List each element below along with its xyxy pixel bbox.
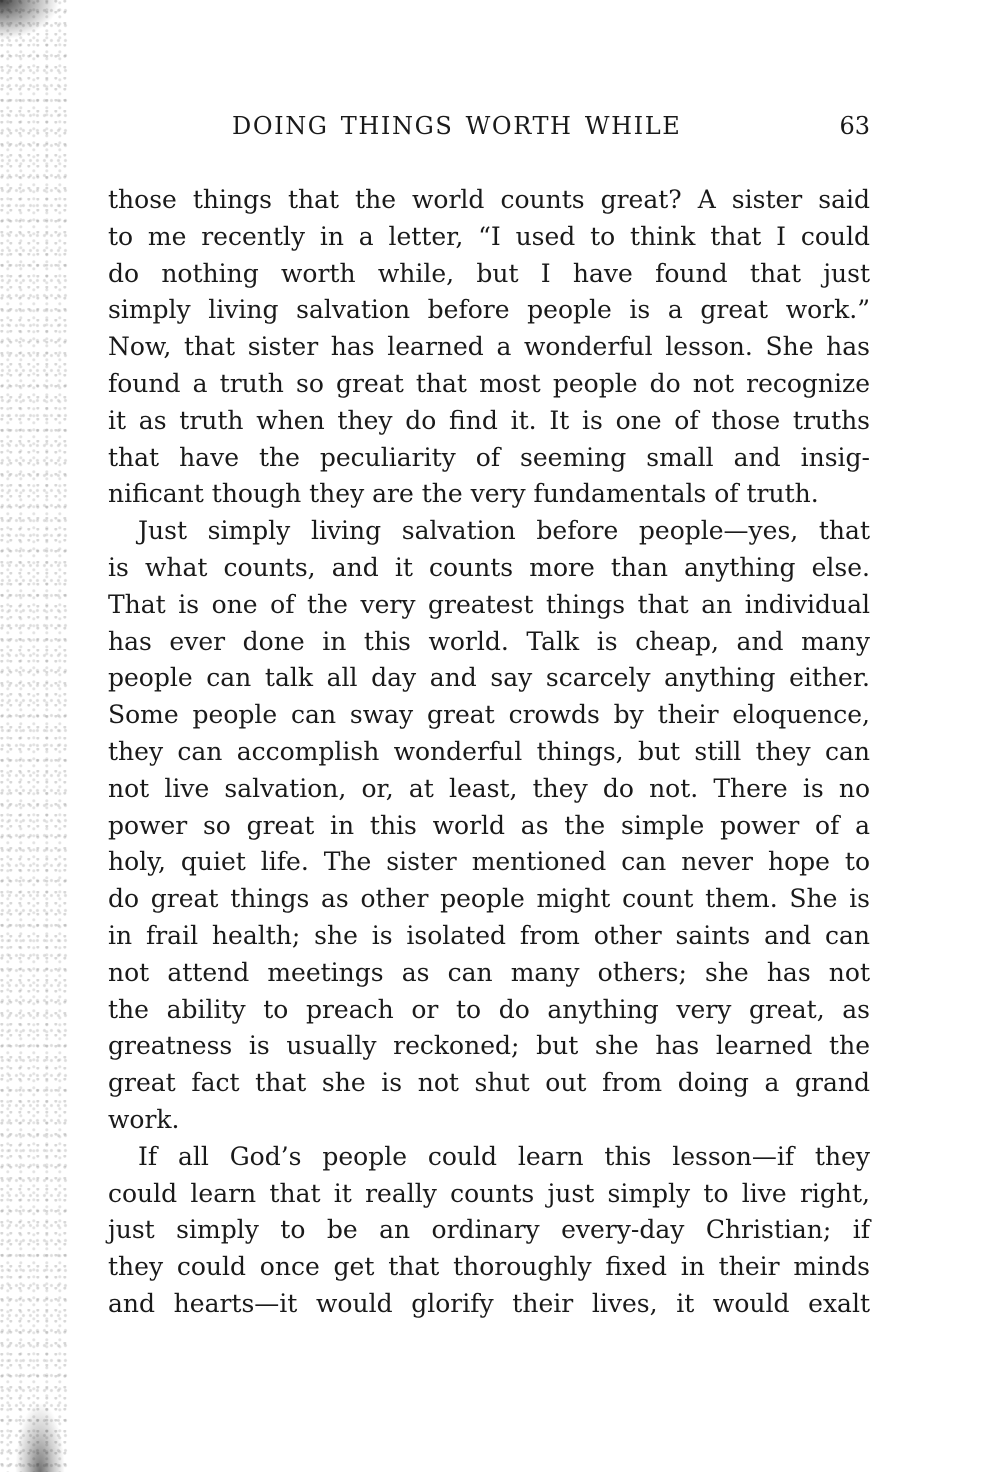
text-line: That is one of the very greatest things that an individual [108, 589, 870, 619]
paragraph-first-line: Just simply living salvation before people—yes, that [138, 516, 870, 546]
text-line: people can talk all day and say scarcely anything either. [108, 663, 870, 693]
text-line: has ever done in this world. Talk is cheap, and many [108, 626, 870, 656]
text-line: work. [108, 1104, 180, 1134]
text-line: to me recently in a letter, “I used to think that I could [108, 221, 870, 251]
text-line: they can accomplish wonderful things, but still they can [108, 736, 870, 766]
text-line: just simply to be an ordinary every-day Christian; if [108, 1215, 870, 1245]
text-line: those things that the world counts great? A sister said [108, 185, 870, 214]
text-line: not attend meetings as can many others; she has not [108, 957, 870, 987]
text-line: and hearts—it would glorify their lives, it would exalt [108, 1288, 870, 1318]
text-line: it as truth when they do find it. It is one of those truths [108, 405, 870, 435]
text-line: they could once get that thoroughly fixed in their minds [108, 1252, 870, 1282]
page-number: 63 [839, 112, 870, 140]
text-line: nificant though they are the very fundamentals of truth. [108, 479, 819, 509]
text-line: that have the peculiarity of seeming small and insig- [108, 442, 870, 472]
text-line: is what counts, and it counts more than anything else. [108, 552, 870, 582]
text-line: power so great in this world as the simple power of a [108, 810, 870, 840]
scan-corner-shadow-bottom [15, 1402, 65, 1472]
text-line: holy, quiet life. The sister mentioned can never hope to [108, 847, 870, 877]
text-line: simply living salvation before people is a great work.” [108, 295, 870, 325]
text-line: do great things as other people might count them. She is [108, 884, 870, 914]
running-title: DOING THINGS WORTH WHILE [232, 112, 682, 140]
running-head [108, 112, 870, 148]
text-line: found a truth so great that most people do not recognize [108, 368, 870, 398]
text-line: Some people can sway great crowds by their eloquence, [108, 700, 870, 730]
text-line: Now, that sister has learned a wonderful lesson. She has [108, 332, 870, 362]
paragraph-first-line: If all God’s people could learn this lesson—if they [138, 1141, 870, 1171]
text-line: in frail health; she is isolated from other saints and can [108, 920, 870, 950]
text-line: not live salvation, or, at least, they do not. There is no [108, 773, 870, 803]
text-line: do nothing worth while, but I have found that just [108, 258, 870, 288]
scan-corner-shadow-top [0, 0, 60, 40]
text-line: greatness is usually reckoned; but she has learned the [108, 1031, 870, 1061]
text-line: the ability to preach or to do anything very great, as [108, 994, 870, 1024]
body-text [108, 182, 870, 1323]
text-line: great fact that she is not shut out from doing a grand [108, 1068, 870, 1098]
text-line: could learn that it really counts just simply to live right, [108, 1178, 870, 1208]
scan-margin-speckle [0, 0, 70, 1472]
